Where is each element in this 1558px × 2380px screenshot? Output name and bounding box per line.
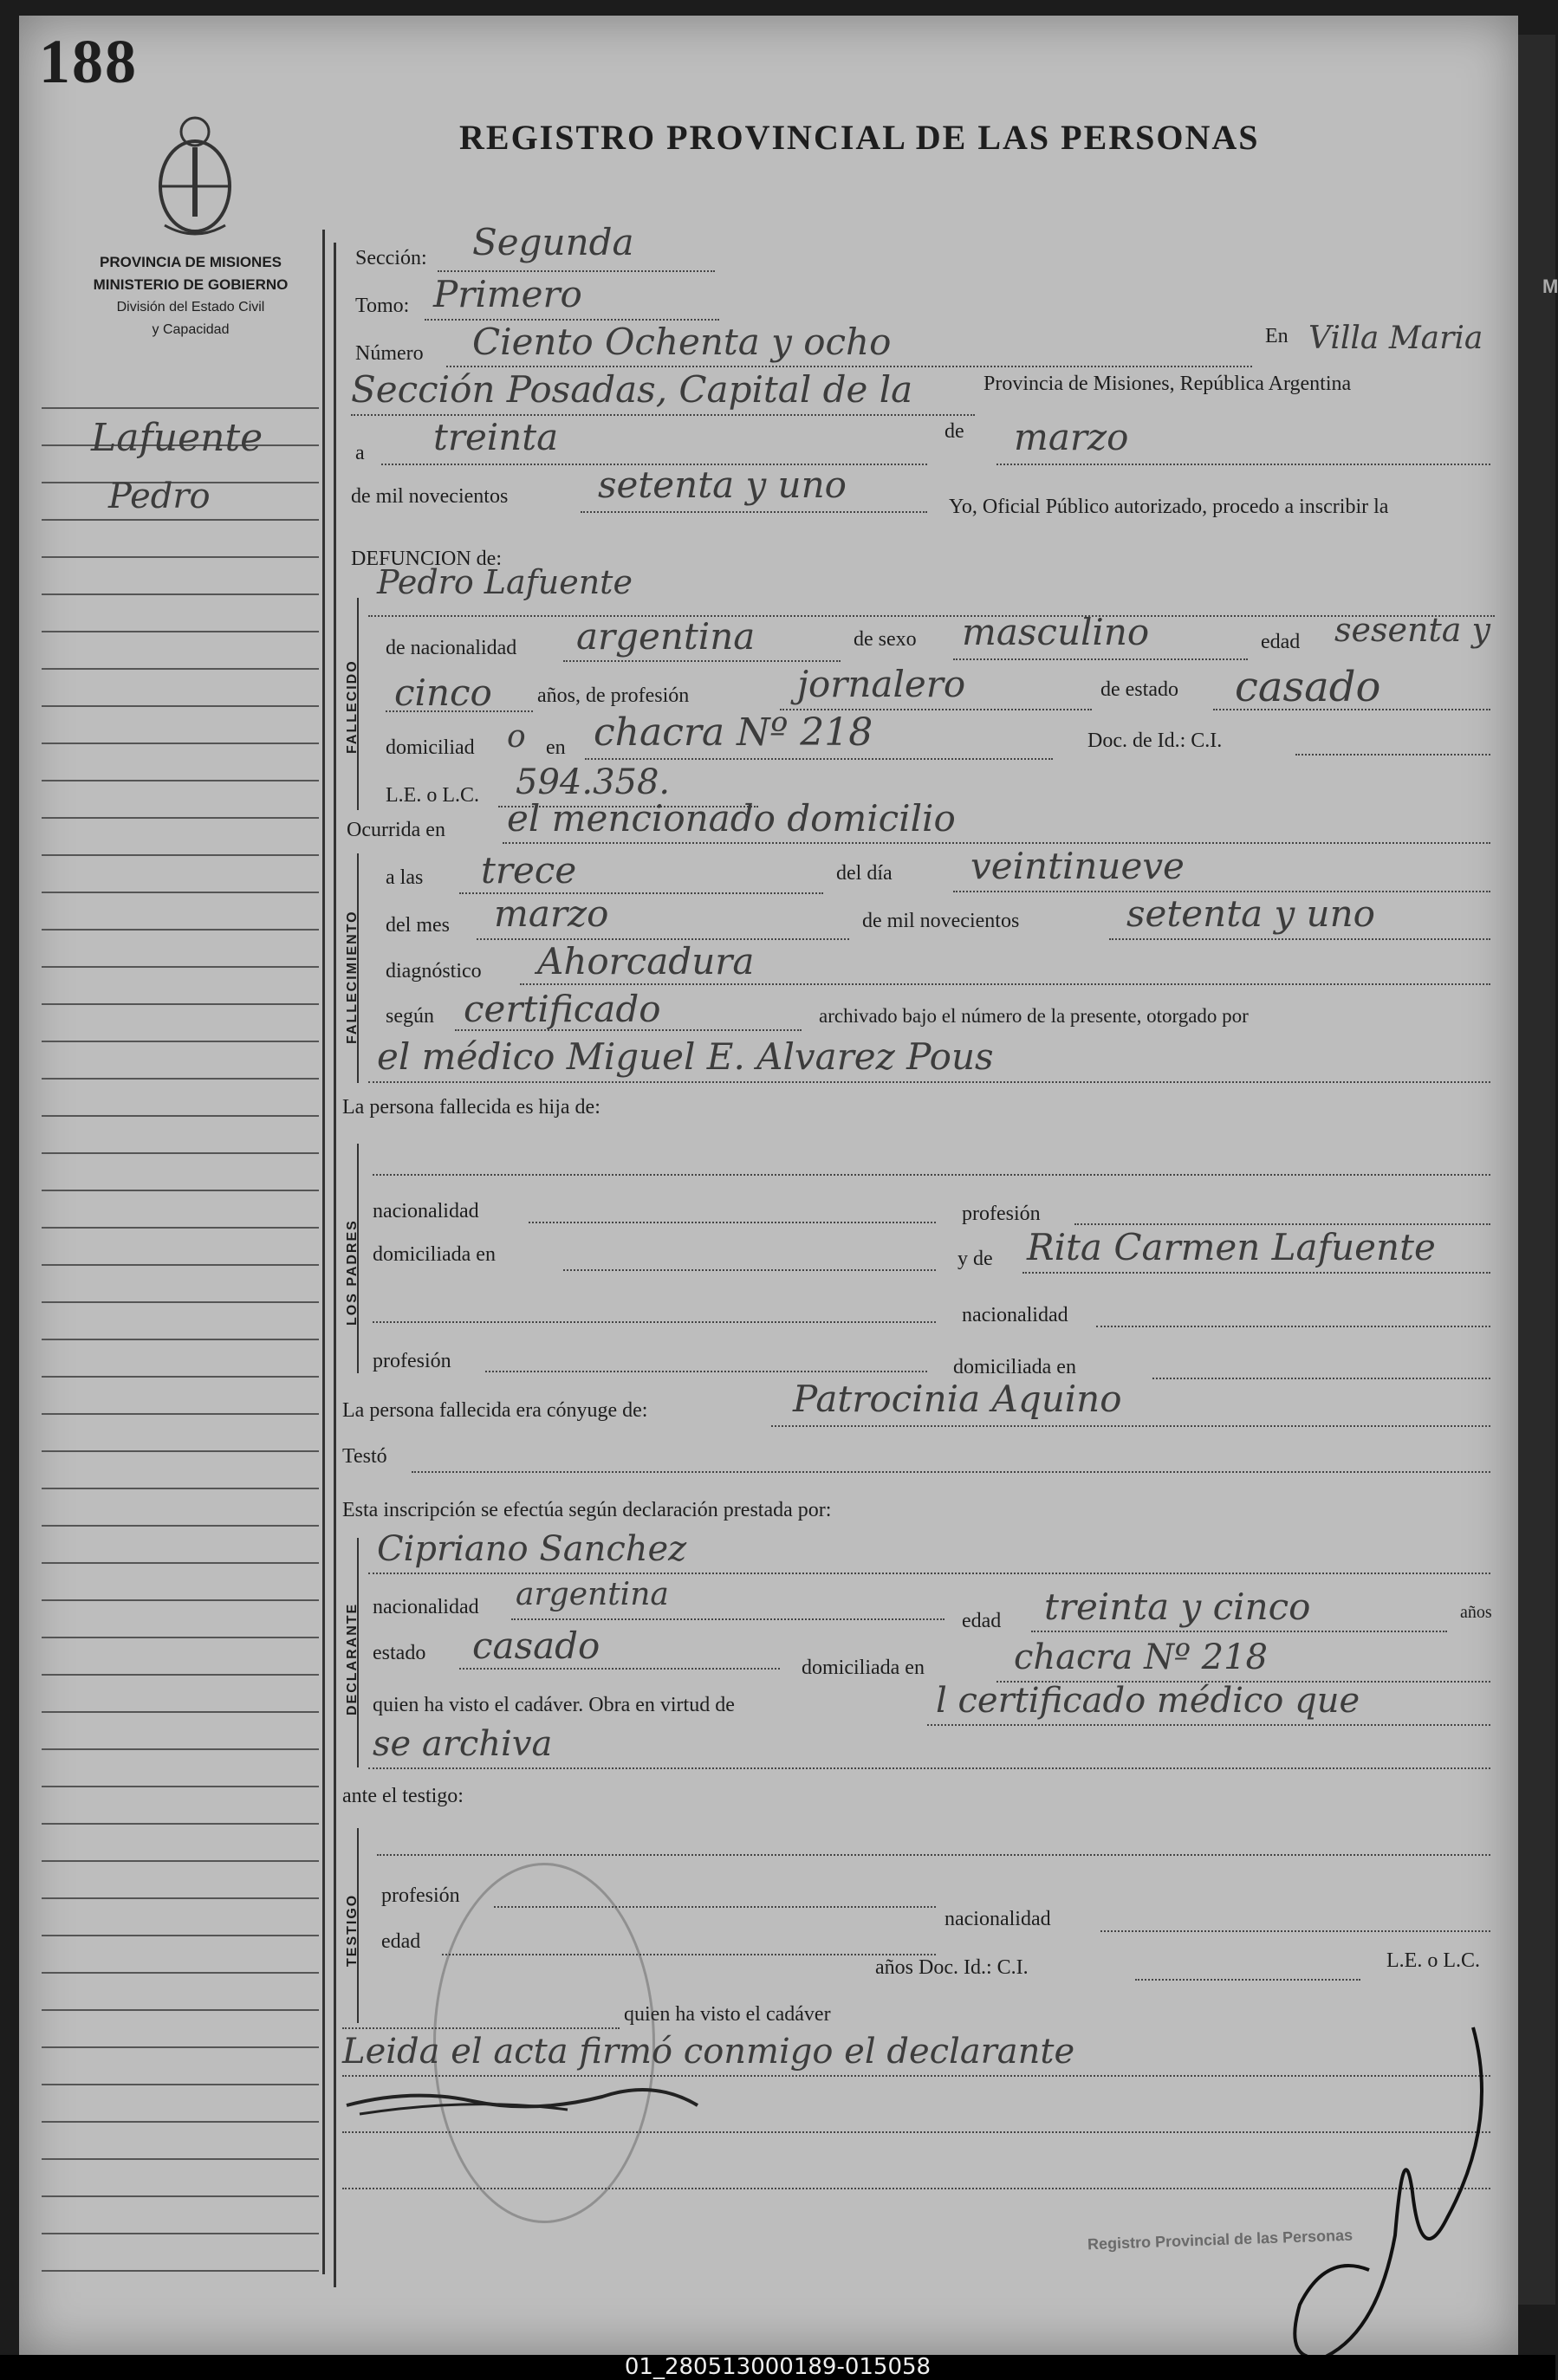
ocurrida-value: el mencionado domicilio [507,797,956,840]
padre-profesion-label: profesión [962,1203,1041,1225]
declarante-nacionalidad-line [511,1618,945,1620]
declarante-name: Cipriano Sanchez [377,1529,687,1569]
ministry-line-1: PROVINCIA DE MISIONES [99,254,282,270]
domicilio-line [585,758,1053,760]
margin-line [42,407,319,409]
sexo-label: de sexo [854,628,917,651]
margin-line [42,1674,319,1676]
anio-value: setenta y uno [598,464,847,506]
padre-domicilio-line [563,1269,936,1271]
mes-value-2: marzo [494,892,609,935]
edad-value-2: cinco [394,671,492,714]
margin-name: Pedro [108,477,211,516]
seccion-label: Sección: [355,247,427,269]
margin-surname: Lafuente [91,416,263,460]
tomo-label: Tomo: [355,295,410,317]
nacionalidad-line [563,660,841,662]
margin-line [42,1935,319,1936]
sexo-line [953,658,1248,660]
declarante-side-label: DECLARANTE [345,1602,360,1715]
declarante-edad-value: treinta y cinco [1044,1586,1311,1628]
margin-line [42,929,319,931]
numero-label: Número [355,342,424,365]
obra-value-2: se archiva [373,1724,553,1764]
testigo-nacionalidad-label: nacionalidad [945,1908,1051,1930]
margin-line [42,1227,319,1229]
declarante-edad-label: edad [962,1610,1002,1632]
domicilio-en-label: en [546,736,566,759]
margin-line [42,1711,319,1713]
margin-line [42,1637,319,1638]
declarante-estado-value: casado [472,1624,600,1667]
yde-label: y de [958,1248,993,1270]
anio2-label: de mil novecientos [862,910,1020,932]
oficial-text: Yo, Oficial Público autorizado, procedo a inscribir la DEFUNCION de: [351,496,1389,570]
margin-line [42,2158,319,2160]
margin-line [42,1413,319,1415]
padre-profesion-line [1074,1223,1490,1225]
archivado-text: archivado bajo el número de la presente, otorgado por [819,1005,1249,1027]
margin-line [42,817,319,819]
edad-value-1: sesenta y [1334,611,1490,649]
padres-side-label: LOS PADRES [345,1219,360,1326]
margin-line [42,519,319,521]
madre-profesion-line [485,1371,927,1372]
margin-line [42,1041,319,1042]
image-id-footer: 01_280513000189-015058 [0,2355,1555,2380]
le-value: 594.358. [516,762,671,802]
nacionalidad-value: argentina [576,615,756,658]
testigo-profesion-label: profesión [381,1884,460,1907]
fallecimiento-side-label: FALLECIMIENTO [345,910,360,1044]
testigo-edad-label: edad [381,1930,421,1953]
page-number: 188 [39,27,138,96]
dia-value: veintinueve [971,845,1185,887]
margin-line [42,966,319,968]
margin-line [42,1078,319,1080]
anio2-line [1109,938,1490,940]
profesion-value: jornalero [797,663,966,705]
padre-nacionalidad-label: nacionalidad [373,1200,479,1222]
declarante-edad-line [1031,1631,1447,1632]
anio-label: de mil novecientos [351,485,509,508]
mes-value: marzo [1014,416,1129,458]
dia-label: del día [836,862,893,885]
margin-line [42,1339,319,1340]
obra-line-2 [368,1767,1490,1769]
coat-of-arms-icon [147,113,243,243]
le-label: L.E. o L.C. [386,784,479,807]
margin-line [42,556,319,558]
ocurrida-line [503,842,1490,844]
seccion-value: Segunda [472,221,634,263]
mes-line [996,464,1490,465]
testigo-intro: ante el testigo: [342,1785,464,1807]
declarante-estado-line [459,1668,780,1670]
en-label: En [1265,325,1289,347]
margin-line [42,1115,319,1117]
testigo-name-line [377,1854,1490,1856]
nacionalidad-label: de nacionalidad [386,637,517,659]
obra-line [927,1724,1490,1726]
numero-line [446,366,1252,367]
document-title: REGISTRO PROVINCIAL DE LAS PERSONAS [459,118,1260,157]
margin-line [42,1562,319,1564]
tomo-value: Primero [433,273,582,315]
a-value: treinta [433,416,559,458]
margin-line [42,1972,319,1974]
margin-line [42,1152,319,1154]
declarante-domiciliada-label: domiciliada en [802,1657,925,1679]
madre-value: Rita Carmen Lafuente [1027,1226,1436,1268]
ministry-header [48,251,334,341]
margin-line [42,2233,319,2234]
hora-label: a las [386,866,424,889]
fallecido-name-line [368,615,1495,617]
margin-line [42,2121,319,2123]
margin-line [42,1376,319,1378]
padre-nacionalidad-line [529,1222,936,1223]
declarant-signature [342,2071,706,2123]
anio2-value: setenta y uno [1126,892,1375,935]
binding-fragment: M [1542,276,1558,297]
margin-line [42,2084,319,2085]
diagnostico-label: diagnóstico [386,960,482,982]
estado-value: casado [1235,663,1381,711]
padre-domiciliada-label: domiciliada en [373,1243,496,1266]
obra-value: l certificado médico que [936,1681,1360,1721]
doc-line [1295,754,1490,756]
margin-line [42,1264,319,1266]
margin-line [42,1190,319,1191]
segun-label: según [386,1005,434,1028]
declaracion-text: Esta inscripción se efectúa según declaración prestada por: [342,1499,832,1521]
declarante-domicilio-value: chacra Nº 218 [1014,1637,1268,1677]
margin-line [42,1823,319,1825]
declarante-nacionalidad-value: argentina [516,1577,669,1612]
declarante-nacionalidad-label: nacionalidad [373,1596,479,1618]
a-label: a [355,442,365,464]
edad-label: edad [1261,631,1301,653]
diagnostico-value: Ahorcadura [537,940,755,982]
seccion-line [438,270,715,272]
padres-intro: La persona fallecida es hija de: [342,1096,600,1119]
margin-line [42,2270,319,2272]
book-binding [1518,35,1555,2305]
estado-line [1213,709,1490,710]
margin-divider-inner [334,243,336,2287]
fallecido-name: Pedro Lafuente [377,563,633,601]
madre-domiciliada-label: domiciliada en [953,1356,1076,1378]
margin-line [42,780,319,781]
margin-line [42,2009,319,2011]
padre-name-line [373,1174,1490,1176]
segun-line [455,1029,802,1031]
doc-label: Doc. de Id.: C.I. [1087,730,1223,752]
margin-line [42,1525,319,1527]
numero-value: Ciento Ochenta y ocho [472,321,892,363]
margin-line [42,631,319,632]
testigo-side-label: TESTIGO [345,1893,360,1967]
ministry-line-3: División del Estado Civil [116,300,265,315]
domiciliado-label: domiciliad [386,736,475,759]
ocurrida-label: Ocurrida en [347,819,445,841]
anios-label: años, de profesión [537,684,690,707]
closing-text: Leida el acta firmó conmigo el declarante [342,2032,1075,2072]
declarante-estado-label: estado [373,1642,426,1664]
segun-value: certificado [464,988,661,1030]
declarante-name-line [368,1573,1490,1574]
domicilio-value: chacra Nº 218 [594,710,873,755]
declarante-anios-label: años [1460,1603,1492,1622]
estado-label: de estado [1100,678,1178,701]
declarante-visto-text: quien ha visto el cadáver. Obra en virtud de [373,1694,735,1716]
margin-line [42,1599,319,1601]
margin-line [42,854,319,856]
margin-line [42,1488,319,1489]
provincia-text: Provincia de Misiones, República Argentina [983,373,1352,395]
testigo-anios-label: años Doc. Id.: C.I. [875,1956,1029,1979]
margin-line [42,705,319,707]
hora-value: trece [481,849,577,892]
official-signature [1274,2019,1499,2365]
madre-line [1022,1272,1490,1274]
testo-line [412,1471,1490,1473]
margin-line [42,1003,319,1005]
margin-line [42,2195,319,2197]
margin-line [42,593,319,595]
testigo-doc-line [1135,1979,1360,1981]
margin-line [42,1897,319,1899]
padre-extra-line [373,1321,936,1323]
de-label: de [945,420,964,443]
testigo-visto-text: quien ha visto el cadáver [624,2003,831,2026]
margin-line [42,1748,319,1750]
madre-domicilio-line [1152,1378,1490,1379]
margin-line [42,743,319,744]
margin-line [42,668,319,670]
margin-line [42,892,319,893]
sexo-value: masculino [962,611,1150,653]
madre-nacionalidad-line [1096,1326,1490,1327]
ministry-line-2: MINISTERIO DE GOBIERNO [93,276,289,293]
registro-stamp: Registro Provincial de las Personas [1087,2226,1354,2254]
medico-line [368,1081,1490,1083]
testo-label: Testó [342,1445,387,1468]
margin-line [42,1786,319,1787]
ministry-line-4: y Capacidad [152,322,230,337]
medico-value: el médico Miguel E. Alvarez Pous [377,1035,994,1078]
conyuge-line [771,1425,1490,1427]
madre-nacionalidad-label: nacionalidad [962,1304,1068,1326]
edad-line [386,710,533,712]
conyuge-value: Patrocinia Aquino [793,1378,1122,1420]
margin-line [42,1301,319,1303]
margin-divider [322,230,325,2274]
testigo-nacionalidad-line [1100,1930,1490,1932]
margin-line [42,2046,319,2048]
mes-label: del mes [386,914,450,937]
diagnostico-line [520,983,1490,985]
testigo-le-label: L.E. o L.C. [1386,1949,1480,1972]
place-value: Sección Posadas, Capital de la [351,368,913,411]
conyuge-label: La persona fallecida era cónyuge de: [342,1399,648,1422]
madre-profesion-label: profesión [373,1350,451,1372]
margin-line [42,1450,319,1452]
margin-line [42,1860,319,1862]
domiciliado-suffix: o [507,719,526,755]
official-seal [433,1863,655,2223]
fallecido-side-label: FALLECIDO [345,659,360,754]
en-value: Villa Maria [1308,321,1483,356]
